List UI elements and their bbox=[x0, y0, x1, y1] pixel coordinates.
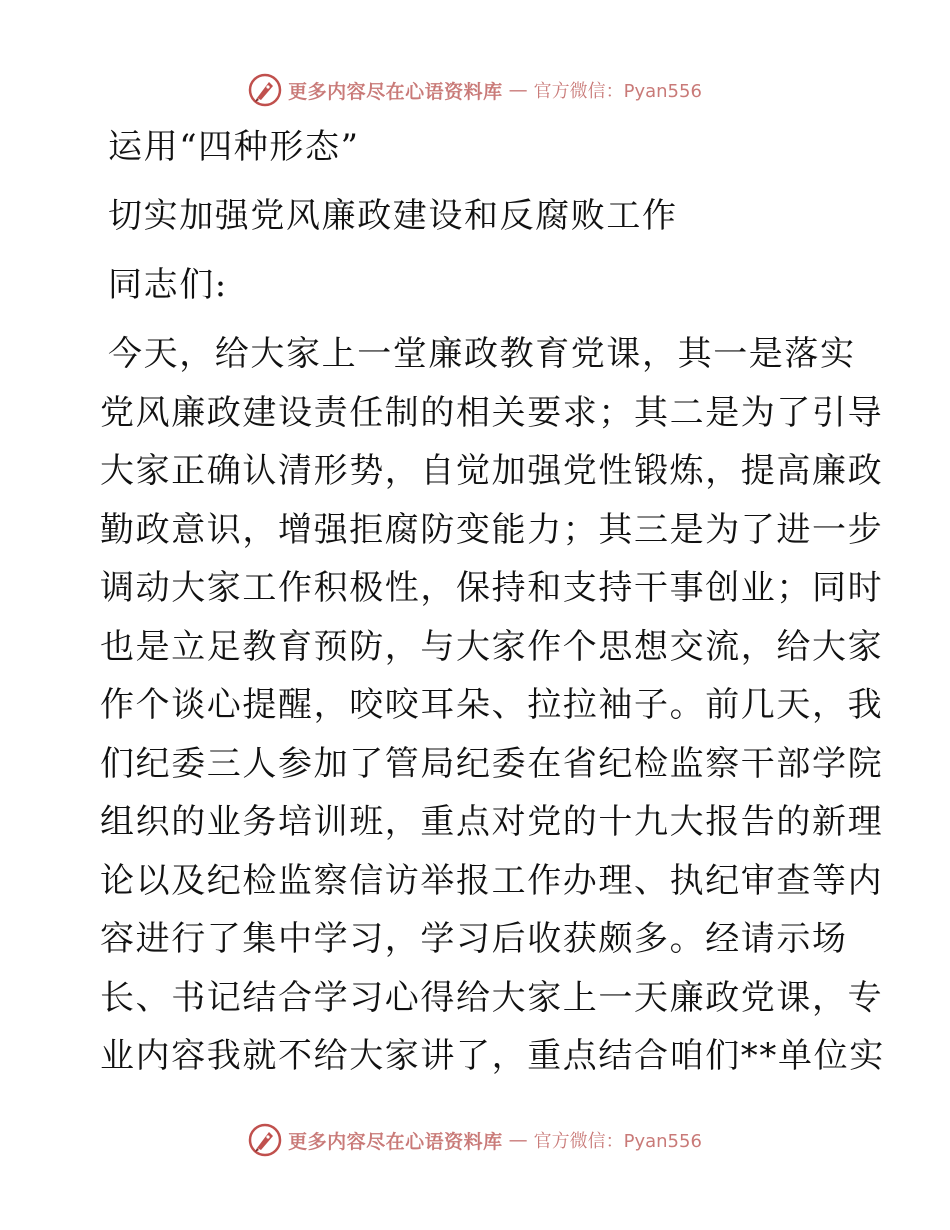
document-title-line-1: 运用“四种形态” bbox=[108, 127, 360, 167]
body-paragraph bbox=[100, 325, 885, 1086]
paragraph-line: 长、书记结合学习心得给大家上一天廉政党课，专 bbox=[100, 977, 884, 1018]
document-title-line-2: 切实加强党风廉政建设和反腐败工作 bbox=[108, 196, 678, 236]
paragraph-line: 作个谈心提醒，咬咬耳朵、拉拉袖子。前几天，我 bbox=[100, 685, 884, 725]
watermark-text: 更多内容尽在心语资料库 bbox=[288, 1130, 503, 1153]
paragraph-line: 今天，给大家上一堂廉政教育党课，其一是落实 bbox=[108, 334, 856, 374]
paragraph-line: 们纪委三人参加了管局纪委在省纪检监察干部学院 bbox=[100, 743, 884, 784]
pen-nib-logo-icon bbox=[248, 1123, 282, 1157]
document-body bbox=[100, 118, 885, 1086]
watermark-wechat: 官方微信：Pyan556 bbox=[533, 81, 702, 102]
paragraph-line: 大家正确认清形势，自觉加强党性锻炼，提高廉政 bbox=[100, 451, 884, 491]
paragraph-line: 容进行了集中学习，学习后收获颇多。经请示场 bbox=[100, 919, 848, 959]
paragraph-line: 组织的业务培训班，重点对党的十九大报告的新理 bbox=[100, 802, 884, 842]
watermark-separator: — bbox=[508, 79, 528, 101]
watermark-wechat: 官方微信：Pyan556 bbox=[533, 1131, 702, 1152]
paragraph-line: 调动大家工作积极性，保持和支持干事创业；同时 bbox=[100, 568, 884, 608]
paragraph-line: 勤政意识，增强拒腐防变能力；其三是为了进一步 bbox=[100, 509, 884, 550]
pen-nib-logo-icon bbox=[248, 73, 282, 107]
paragraph-line: 也是立足教育预防，与大家作个思想交流，给大家 bbox=[100, 626, 884, 667]
watermark-separator: — bbox=[508, 1129, 528, 1151]
header-watermark bbox=[0, 70, 950, 110]
salutation: 同志们: bbox=[108, 265, 228, 305]
footer-watermark bbox=[0, 1120, 950, 1160]
paragraph-line: 论以及纪检监察信访举报工作办理、执纪审查等内 bbox=[100, 860, 884, 901]
watermark-text: 更多内容尽在心语资料库 bbox=[288, 80, 503, 103]
paragraph-line: 党风廉政建设责任制的相关要求；其二是为了引导 bbox=[100, 392, 884, 433]
paragraph-line: 业内容我就不给大家讲了，重点结合咱们**单位实 bbox=[100, 1036, 885, 1076]
